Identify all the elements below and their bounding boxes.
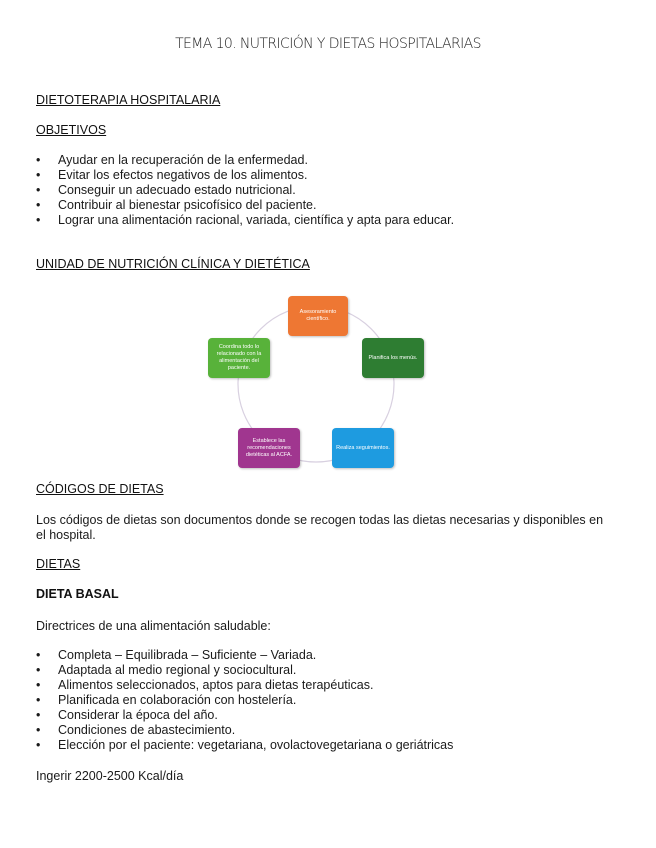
section-heading-dietas: DIETAS	[36, 557, 81, 571]
list-item: • Condiciones de abastecimiento.	[36, 723, 626, 738]
list-item: • Completa – Equilibrada – Suficiente – Variada.	[36, 648, 626, 663]
dieta-basal-intro: Directrices de una alimentación saludable:	[36, 619, 271, 633]
kcal-text: Ingerir 2200-2500 Kcal/día	[36, 769, 184, 783]
section-heading-codigos: CÓDIGOS DE DIETAS	[36, 482, 164, 496]
objetivos-list	[36, 153, 626, 228]
section-heading-dietoterapia: DIETOTERAPIA HOSPITALARIA	[36, 93, 221, 107]
list-item: • Considerar la época del año.	[36, 708, 626, 723]
list-item: • Alimentos seleccionados, aptos para dietas terapéuticas.	[36, 678, 626, 693]
cycle-diagram	[200, 290, 432, 472]
list-item: • Adaptada al medio regional y sociocultural.	[36, 663, 626, 678]
list-item: • Elección por el paciente: vegetariana, ovolactovegetariana o geriátricas	[36, 738, 626, 753]
diagram-node-asesoramiento: Asesoramiento científico.	[288, 296, 348, 336]
section-heading-objetivos: OBJETIVOS	[36, 123, 107, 137]
list-item: • Evitar los efectos negativos de los alimentos.	[36, 168, 626, 183]
dieta-basal-list	[36, 648, 626, 753]
diagram-node-seguimiento: Realiza seguimientos.	[332, 428, 394, 468]
codigos-text: Los códigos de dietas son documentos donde se recogen todas las dietas necesarias y disponibles en el hospital.	[36, 513, 604, 542]
list-item: • Lograr una alimentación racional, variada, científica y apta para educar.	[36, 213, 626, 228]
diagram-node-coordina: Coordina todo lo relacionado con la alimentación del paciente.	[208, 338, 270, 378]
list-item: • Conseguir un adecuado estado nutricional.	[36, 183, 626, 198]
list-item: • Planificada en colaboración con hostelería.	[36, 693, 626, 708]
list-item: • Contribuir al bienestar psicofísico del paciente.	[36, 198, 626, 213]
dieta-basal-heading: DIETA BASAL	[36, 587, 119, 601]
list-item: • Ayudar en la recuperación de la enfermedad.	[36, 153, 626, 168]
page-title: TEMA 10. NUTRICIÓN Y DIETAS HOSPITALARIAS	[175, 36, 481, 52]
diagram-node-planifica: Planifica los menús.	[362, 338, 424, 378]
section-heading-unidad: UNIDAD DE NUTRICIÓN CLÍNICA Y DIETÉTICA	[36, 257, 310, 271]
diagram-node-recomendaciones: Establece las recomendaciones dietéticas al ACFA.	[238, 428, 300, 468]
